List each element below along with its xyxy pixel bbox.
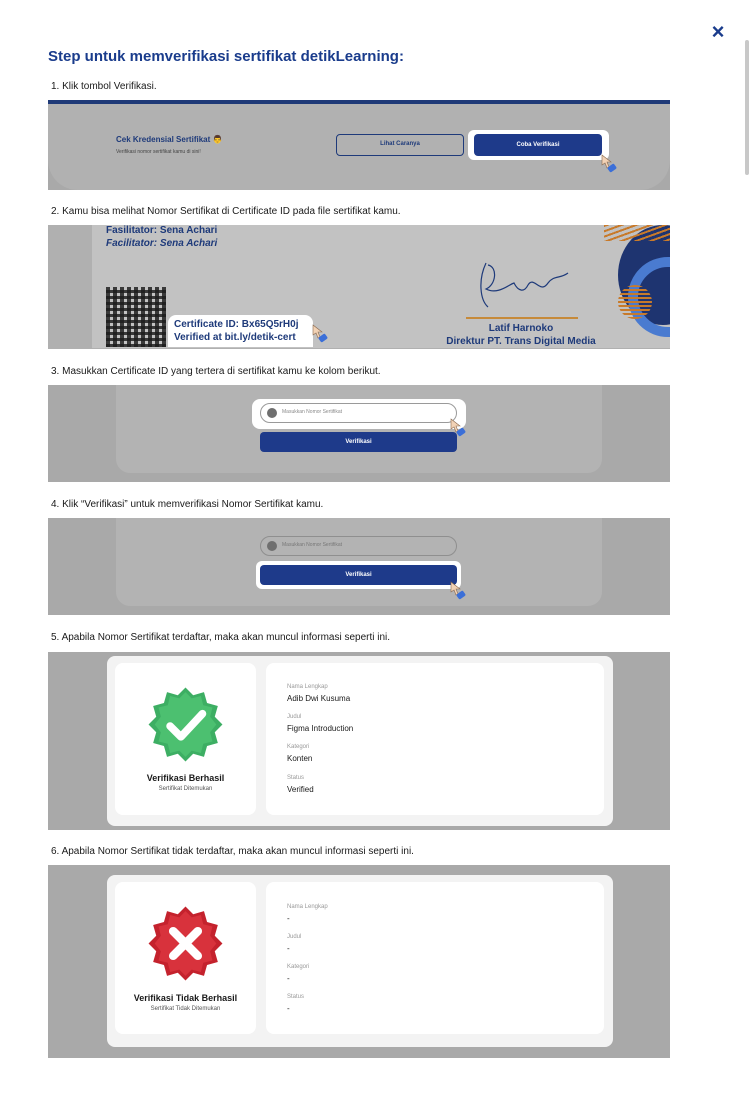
qr-code-icon [106,287,166,347]
x-badge-icon [147,905,224,982]
field-value-name: - [287,914,290,923]
field-label-title: Judul [287,934,302,940]
certificate-input-placeholder: Masukkan Nomor Sertifikat [282,409,343,415]
pointer-hand-icon [599,153,619,173]
page-title: Step untuk memverifikasi sertifikat detikLearning: [48,48,404,65]
certificate-id: Certificate ID: Bx65Q5rH0j [174,319,299,330]
field-label-title: Judul [287,714,302,720]
step-6-screenshot [48,865,670,1058]
verify-button: Verifikasi [260,432,457,452]
result-subtitle: Sertifikat Tidak Ditemukan [150,1006,221,1012]
step-1-label: 1. Klik tombol Verifikasi. [51,81,157,92]
facilitator-en: Facilitator: Sena Achari [106,238,218,249]
verify-button: Verifikasi [260,565,457,585]
signer-role: Direktur PT. Trans Digital Media [446,336,596,347]
step-3-label: 3. Masukkan Certificate ID yang tertera di sertifikat kamu ke kolom berikut. [51,366,381,377]
signature-line [466,317,578,319]
facilitator-id: Fasilitator: Sena Achari [106,225,218,236]
field-value-category: Konten [287,754,313,763]
pointer-hand-icon [448,580,468,600]
signature-icon [468,255,578,315]
step-2-screenshot [48,225,670,349]
field-label-status: Status [287,994,305,1000]
scrollbar[interactable] [745,40,749,175]
step-4-screenshot [48,518,670,615]
pointer-hand-icon [448,417,468,437]
result-subtitle: Sertifikat Ditemukan [158,786,213,792]
field-label-category: Kategori [287,964,310,970]
credential-card-title: Cek Kredensial Sertifikat 👨 [116,135,223,144]
verified-at: Verified at bit.ly/detik-cert [174,332,296,343]
field-value-status: - [287,1004,290,1013]
field-value-title: - [287,944,290,953]
step-5-screenshot [48,652,670,830]
person-icon: 👨 [212,135,223,144]
field-value-name: Adib Dwi Kusuma [287,694,351,703]
certificate-input-placeholder: Masukkan Nomor Sertifikat [282,542,343,548]
howto-button: Lihat Caranya [336,134,464,156]
pointer-hand-icon [310,323,330,343]
certificate-icon [267,541,277,551]
field-label-category: Kategori [287,744,310,750]
step-2-label: 2. Kamu bisa melihat Nomor Sertifikat di Certificate ID pada file sertifikat kamu. [51,206,401,217]
step-4-label: 4. Klik “Verifikasi” untuk memverifikasi Nomor Sertifikat kamu. [51,499,324,510]
signer-name: Latif Harnoko [488,323,554,334]
step-3-screenshot [48,385,670,482]
field-value-category: - [287,974,290,983]
field-value-title: Figma Introduction [287,724,354,733]
field-label-status: Status [287,775,305,781]
certificate-icon [267,408,277,418]
step-1-screenshot [48,100,670,190]
step-5-label: 5. Apabila Nomor Sertifikat terdaftar, maka akan muncul informasi seperti ini. [51,632,391,643]
check-badge-icon [147,686,224,763]
result-title: Verifikasi Berhasil [146,773,225,783]
try-verify-button: Coba Verifikasi [474,134,602,156]
result-title: Verifikasi Tidak Berhasil [133,993,238,1003]
step-6-label: 6. Apabila Nomor Sertifikat tidak terdaftar, maka akan muncul informasi seperti ini. [51,846,414,857]
credential-card-subtitle: Verifikasi nomor sertifikat kamu di sini! [116,149,201,155]
field-label-name: Nama Lengkap [287,904,328,910]
header-bar [48,100,670,104]
field-value-status: Verified [287,785,314,794]
decor-stripes [618,285,652,319]
close-button[interactable]: × [711,19,725,44]
decor-stripes-top [604,225,670,241]
field-label-name: Nama Lengkap [287,684,328,690]
